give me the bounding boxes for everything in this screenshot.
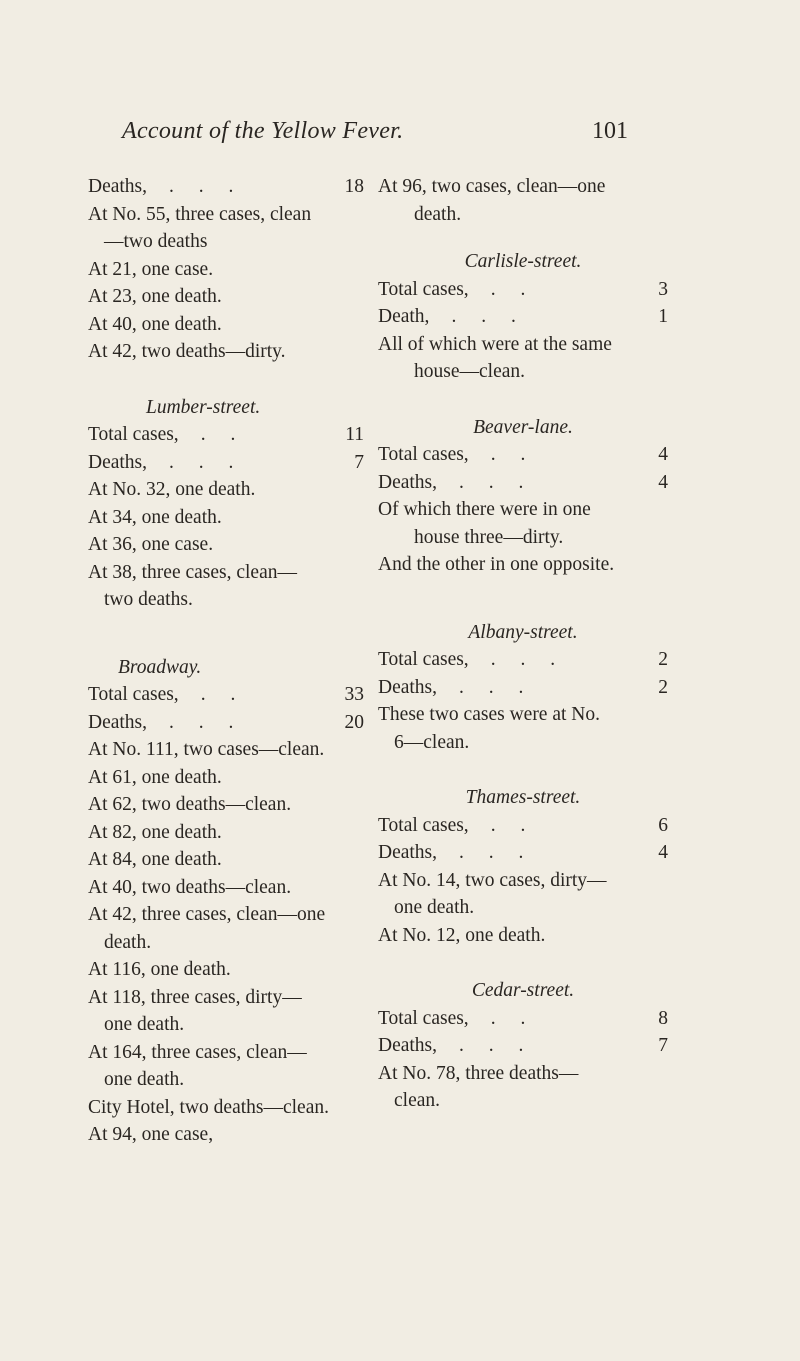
text-line: At No. 32, one death. — [88, 479, 256, 500]
deaths-row: Deaths, . . . 2 — [378, 676, 668, 698]
text-line: death. — [104, 931, 152, 953]
section-heading-broadway: Broadway. — [118, 656, 202, 678]
text-line: At No. 55, three cases, clean — [88, 203, 312, 225]
text-line: At 38, three cases, clean— — [88, 561, 297, 583]
deaths-row: Death, . . . 1 — [378, 306, 668, 327]
text-line: At 36, one case. — [88, 534, 214, 555]
text-line: All of which were at the same — [378, 333, 612, 355]
text-line: At 118, three cases, dirty— — [88, 986, 302, 1008]
text-line: At 94, one case, — [88, 1124, 214, 1145]
text-line: These two cases were at No. — [378, 704, 600, 725]
text-line: one death. — [394, 897, 475, 918]
text-line: one death. — [104, 1069, 185, 1090]
total-cases-row: Total cases, . . 8 — [378, 1007, 668, 1029]
total-cases-row: Total cases, . . 11 — [88, 424, 364, 445]
text-line: At 42, three cases, clean—one — [88, 904, 326, 925]
text-line: At No. 78, three deaths— — [378, 1062, 579, 1084]
text-line: At 61, one death. — [88, 766, 222, 788]
text-line: —two deaths — [104, 231, 208, 252]
text-line: At 116, one death. — [88, 959, 231, 980]
total-cases-row: Total cases, . . 33 — [88, 684, 364, 705]
text-line: At No. 12, one death. — [378, 924, 546, 946]
deaths-total-row: Deaths, . . . 18 — [88, 173, 364, 201]
deaths-row: Deaths, . . . 4 — [378, 471, 668, 493]
text-line: At 96, two cases, clean—one — [378, 176, 606, 197]
text-line: At 84, one death. — [88, 849, 222, 870]
text-line: At 23, one death. — [88, 286, 222, 307]
text-line: house—clean. — [414, 361, 526, 382]
total-cases-row: Total cases, . . 6 — [378, 814, 668, 836]
text-line: And the other in one opposite. — [378, 554, 615, 575]
text-line: At 40, two deaths—clean. — [88, 876, 292, 898]
text-line: At No. 111, two cases—clean. — [88, 739, 325, 760]
section-heading-beaver: Beaver-lane. — [473, 416, 573, 438]
page-number: 101 — [592, 118, 628, 144]
deaths-total-value: 18 — [344, 176, 364, 197]
text-line: At 40, one death. — [88, 313, 222, 335]
text-line: At 62, two deaths—clean. — [88, 794, 292, 815]
text-line: clean. — [394, 1090, 441, 1111]
text-line: At No. 14, two cases, dirty— — [378, 869, 607, 891]
text-line: two deaths. — [104, 589, 193, 610]
text-line: Of which there were in one — [378, 499, 591, 520]
text-line: one death. — [104, 1014, 185, 1035]
section-heading-lumber: Lumber-street. — [146, 396, 261, 418]
deaths-row: Deaths, . . . 7 — [88, 451, 364, 473]
text-line: City Hotel, two deaths—clean. — [88, 1096, 329, 1118]
total-cases-row: Total cases, . . 4 — [378, 444, 668, 465]
text-line: At 82, one death. — [88, 821, 222, 843]
text-line: house three—dirty. — [414, 526, 564, 548]
text-line: death. — [414, 203, 462, 225]
running-title: Account of the Yellow Fever. — [122, 118, 404, 144]
deaths-row: Deaths, . . . 7 — [378, 1035, 668, 1056]
total-cases-row: Total cases, . . 3 — [378, 278, 668, 300]
page-header — [0, 118, 800, 148]
text-line: 6—clean. — [394, 731, 470, 753]
total-cases-row: Total cases, . . . 2 — [378, 649, 668, 670]
right-column — [378, 173, 668, 1115]
text-line: At 164, three cases, clean— — [88, 1041, 307, 1063]
text-line: At 21, one case. — [88, 258, 214, 280]
section-heading-cedar: Cedar-street. — [471, 980, 575, 1001]
section-heading-thames: Thames-street. — [465, 787, 581, 808]
section-heading-carlisle: Carlisle-street. — [464, 251, 582, 272]
deaths-row: Deaths, . . . 20 — [88, 711, 364, 733]
text-line: At 42, two deaths—dirty. — [88, 341, 286, 362]
text-line: At 34, one death. — [88, 506, 222, 528]
deaths-row: Deaths, . . . 4 — [378, 842, 668, 863]
section-heading-albany: Albany-street. — [468, 621, 578, 643]
left-column — [88, 173, 364, 1149]
